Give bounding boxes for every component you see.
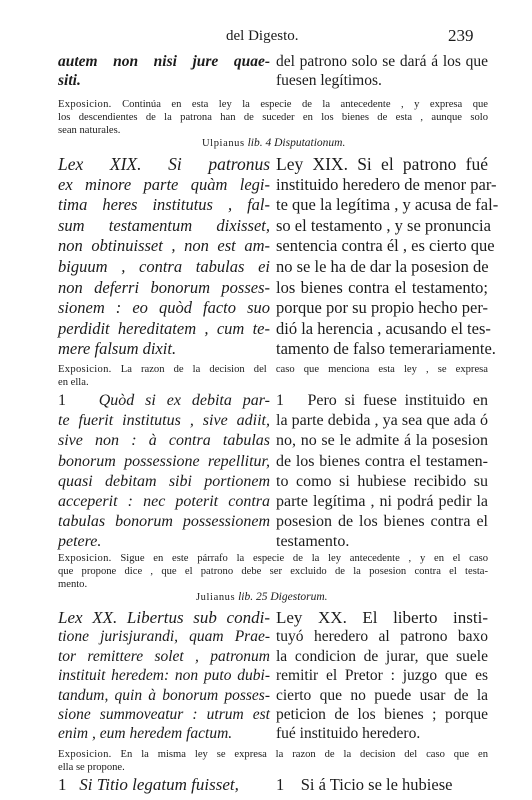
latin-line: quasi debitam sibi portionem [58,472,270,490]
spanish-line: fuesen legítimos. [276,72,382,90]
latin-line: sione summoveatur : utrum est [58,706,270,724]
spanish-text-last-paragraph [276,775,488,795]
source-author: Julianus [196,592,236,603]
latin-line: bonorum possessione repellitur, [58,452,270,470]
exposicion-note [58,748,488,774]
exposicion-label: Exposicion. [58,99,112,110]
latin-line: non obtinuisset , non est am- [58,236,270,256]
note-line: sean naturales. [58,125,121,136]
spanish-line: tuyó heredero al patrono baxo [276,628,488,646]
latin-line: tabulas bonorum possessionem [58,513,270,531]
latin-line: Quòd si ex debita par- [98,392,270,409]
spanish-line: tamento de falso temerariamente. [276,339,496,359]
latin-text-last-paragraph [58,775,270,795]
exposicion-note [58,552,488,591]
latin-line: acceperit : nec poterit contra [58,493,270,511]
spanish-line: porque por su propio hecho per- [276,298,488,318]
latin-text-lex-xx [58,608,270,744]
paragraph-number: 1 [276,775,285,794]
spanish-line: posesion de los bienes contra el [276,513,488,531]
latin-line: tima heres institutus , fal- [58,195,270,215]
spanish-line: de los bienes contra el testamen- [276,452,488,470]
latin-line: petere. [58,533,102,551]
spanish-text-ley-xix [276,154,499,360]
latin-line: enim , eum heredem factum. [58,725,233,743]
spanish-line: parte legítima , ni podrá pedir la [276,493,488,511]
exposicion-note [58,98,488,137]
note-line: Sigue en este párrafo la especie de la ley antecedente , y en el caso [120,553,488,564]
paragraph-number: 1 [276,392,284,409]
spanish-line: los bienes contra el testamento; [276,277,488,297]
spanish-line: testamento. [276,533,350,551]
latin-line: sive non : à contra tabulas [58,432,270,450]
spanish-line: cierto que no puede usar de la [276,686,488,704]
spanish-text-paragraph-1 [276,391,488,553]
spanish-line: no se le ha de dar la posesion de [276,256,489,276]
latin-line: te fuerit institutus , sive adiit, [58,412,270,430]
spanish-line: fué instituido heredero. [276,725,421,743]
note-line: los descendientes de la patrona han de suceder en los bienes de esta , aunque solo [58,112,488,123]
source-work: lib. 25 Digestorum. [238,591,328,603]
latin-line: tandum, quin à bonorum posses- [58,686,270,704]
spanish-line: no, no se le admite á la posesion [276,432,488,450]
latin-text-lex-xix [58,154,270,360]
source-work: lib. 4 Disputationum. [247,137,346,149]
note-line: mento. [58,579,88,590]
latin-line: autem non nisi jure quae- [58,53,270,70]
note-line: Continúa en esta ley la especie de la antecedente , y expresa que [122,99,488,110]
paragraph-number: 1 [58,392,66,409]
latin-line: instituit heredem: non puto dubi- [58,667,270,685]
spanish-line: remitir el Pretor : juzgo que es [276,667,488,685]
latin-text-paragraph-1 [58,391,270,553]
spanish-line: te que la legítima , y acusa de fal- [276,195,499,215]
note-line: ella se propone. [58,762,125,773]
note-line: que propone dice , que el patrono debe ser excluido de la posesion contra el testa- [58,566,488,577]
note-line: En la misma ley se expresa la razon de la decision del caso que en [120,749,488,760]
spanish-line: so el testamento , y se pronuncia [276,215,491,235]
latin-line: tor remittere solet , patronum [58,647,270,665]
latin-line: perdidit hereditatem , cum te- [58,318,270,338]
running-header-title: del Digesto. [226,28,299,44]
latin-line: ex minore parte quàm legi- [58,174,270,194]
spanish-text-ley-xx [276,608,488,744]
spanish-line: dió la herencia , acusando el tes- [276,318,491,338]
spanish-line: Ley XX. El liberto insti- [276,608,488,627]
latin-line: mere falsum dixit. [58,339,177,359]
source-citation [196,591,328,603]
latin-continuation [58,52,270,91]
spanish-line: peticion de los bienes ; porque [276,706,488,724]
latin-line: Si Titio legatum fuisset, [79,775,239,794]
latin-line: sionem : eo quòd facto suo [58,298,270,318]
latin-line: sum testamentum dixisset, [58,215,270,235]
source-citation [202,137,345,149]
spanish-line: Si á Ticio se le hubiese [300,775,453,794]
latin-line: Lex XX. Libertus sub condi- [58,608,270,627]
page-number: 239 [448,26,474,45]
note-line: La razon de la decision del caso que menciona esta ley , se expresa [120,364,488,375]
exposicion-label: Exposicion. [58,553,112,564]
latin-line: tione jurisjurandi, quam Prae- [58,628,270,646]
spanish-line: Ley XIX. Si el patrono fué [276,154,488,174]
latin-line: biguum , contra tabulas ei [58,256,270,276]
exposicion-label: Exposicion. [58,749,112,760]
spanish-continuation [276,52,488,91]
spanish-line: to como si hubiese recibido su [276,472,488,490]
spanish-line: Pero si fuese instituido en [307,392,488,409]
spanish-line: la condicion de jurar, que suele [276,647,488,665]
exposicion-label: Exposicion. [58,364,112,375]
exposicion-note [58,363,488,389]
paragraph-number: 1 [58,775,67,794]
note-line: en ella. [58,377,89,388]
latin-line: non deferri bonorum posses- [58,277,270,297]
latin-line: siti. [58,72,81,90]
latin-line: Lex XIX. Si patronus [58,154,270,174]
source-author: Ulpianus [202,138,245,149]
spanish-line: sentencia contra él , es cierto que [276,236,495,256]
spanish-line: instituido heredero de menor par- [276,174,497,194]
spanish-line: la parte debida , ya sea que ada ó [276,412,488,430]
spanish-line: del patrono solo se dará á los que [276,53,488,70]
